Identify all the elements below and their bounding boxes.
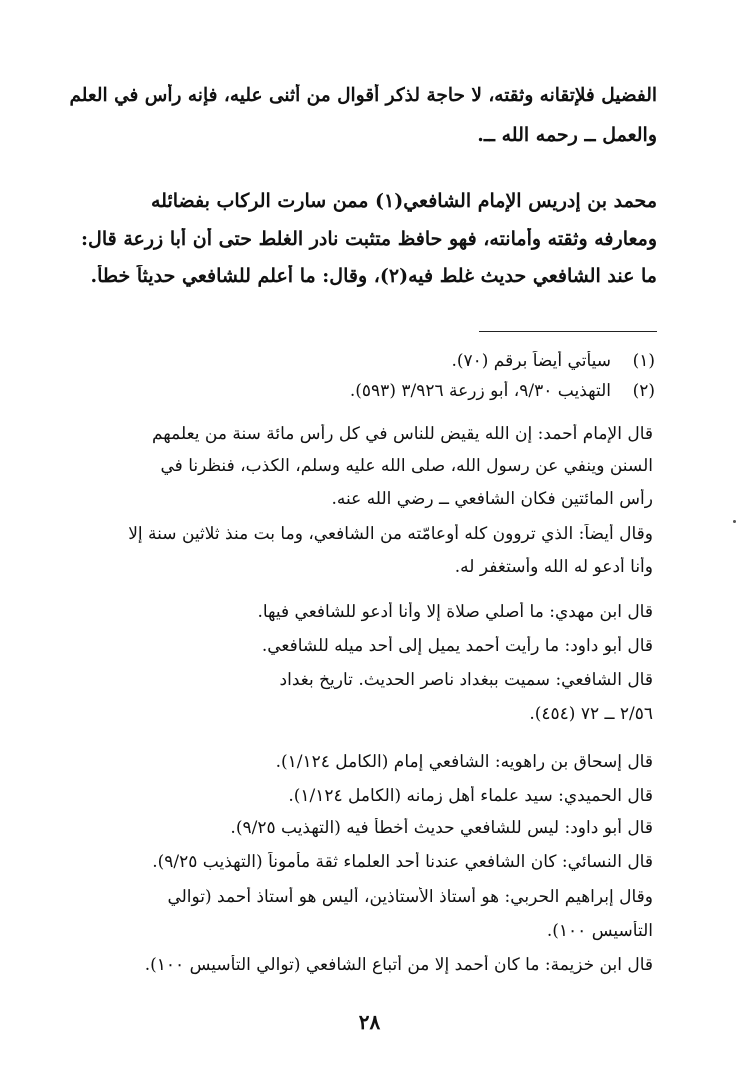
footnote-2-line-13: قال النسائي: كان الشافعي عندنا أحد العلماء ثقة مأموناً (التهذيب ٩/٢٥). bbox=[152, 852, 653, 872]
footnote-2-line-11: قال الحميدي: سيد علماء أهل زمانه (الكامل ١/١٢٤). bbox=[288, 786, 653, 806]
footnote-2-line-15: التأسيس ١٠٠). bbox=[546, 921, 653, 941]
footnote-separator bbox=[479, 331, 657, 332]
footnote-2-line-7: قال أبو داود: ما رأيت أحمد يميل إلى أحد ميله للشافعي. bbox=[261, 636, 653, 656]
paragraph2-line-1: محمد بن إدريس الإمام الشافعي(١) ممن سارت الركاب بفضائله bbox=[150, 190, 657, 212]
page-number: ٢٨ bbox=[358, 1010, 381, 1034]
paragraph1-line-2: والعمل ــ رحمه الله ــ. bbox=[477, 124, 657, 146]
edge-mark bbox=[733, 520, 736, 523]
footnote-2-line-10: قال إسحاق بن راهويه: الشافعي إمام (الكامل ١/١٢٤). bbox=[275, 752, 653, 772]
footnote-2-text: التهذيب ٩/٣٠، أبو زرعة ٣/٩٢٦ (٥٩٣). bbox=[349, 381, 611, 401]
footnote-2-line-1: قال الإمام أحمد: إن الله يقيض للناس في كل رأس مائة سنة من يعلمهم bbox=[151, 424, 653, 444]
footnote-1-text: سيأتي أيضاً برقم (٧٠). bbox=[451, 351, 611, 371]
footnote-2-line-16: قال ابن خزيمة: ما كان أحمد إلا من أتباع الشافعي (توالي التأسيس ١٠٠). bbox=[144, 955, 653, 975]
footnote-2-line-8: قال الشافعي: سميت ببغداد ناصر الحديث. تاريخ بغداد bbox=[279, 670, 653, 690]
footnote-2-number: (٢) bbox=[632, 381, 655, 401]
footnote-2-line-5: وأنا أدعو له الله وأستغفر له. bbox=[454, 557, 653, 577]
footnote-2-line-9: ٢/٥٦ ــ ٧٢ (٤٥٤). bbox=[529, 704, 653, 724]
footnote-2-line-14: وقال إبراهيم الحربي: هو أستاذ الأستاذين، أليس هو أستاذ أحمد (توالي bbox=[167, 887, 653, 907]
footnote-2-line-4: وقال أيضاً: الذي تروون كله أوعامّته من الشافعي، وما بت منذ ثلاثين سنة إلا bbox=[128, 524, 653, 544]
footnote-2-line-2: السنن وينفي عن رسول الله، صلى الله عليه وسلم، الكذب، فنظرنا في bbox=[160, 456, 653, 476]
footnote-2-line-6: قال ابن مهدي: ما أصلي صلاة إلا وأنا أدعو للشافعي فيها. bbox=[257, 602, 653, 622]
paragraph2-line-2: ومعارفه وثقته وأمانته، فهو حافظ متثبت نادر الغلط حتى أن أبا زرعة قال: bbox=[81, 228, 657, 250]
footnote-2-line-12: قال أبو داود: ليس للشافعي حديث أخطأ فيه (التهذيب ٩/٢٥). bbox=[230, 818, 653, 838]
paragraph2-line-3: ما عند الشافعي حديث غلط فيه(٢)، وقال: ما أعلم للشافعي حديثاً خطأ. bbox=[90, 265, 657, 287]
footnote-1-number: (١) bbox=[632, 351, 655, 371]
footnote-2-line-3: رأس المائتين فكان الشافعي ــ رضي الله عنه. bbox=[331, 489, 653, 509]
paragraph1-line-1: الفضيل فلإتقانه وثقته، لا حاجة لذكر أقوال من أثنى عليه، فإنه رأس في العلم bbox=[69, 85, 657, 106]
